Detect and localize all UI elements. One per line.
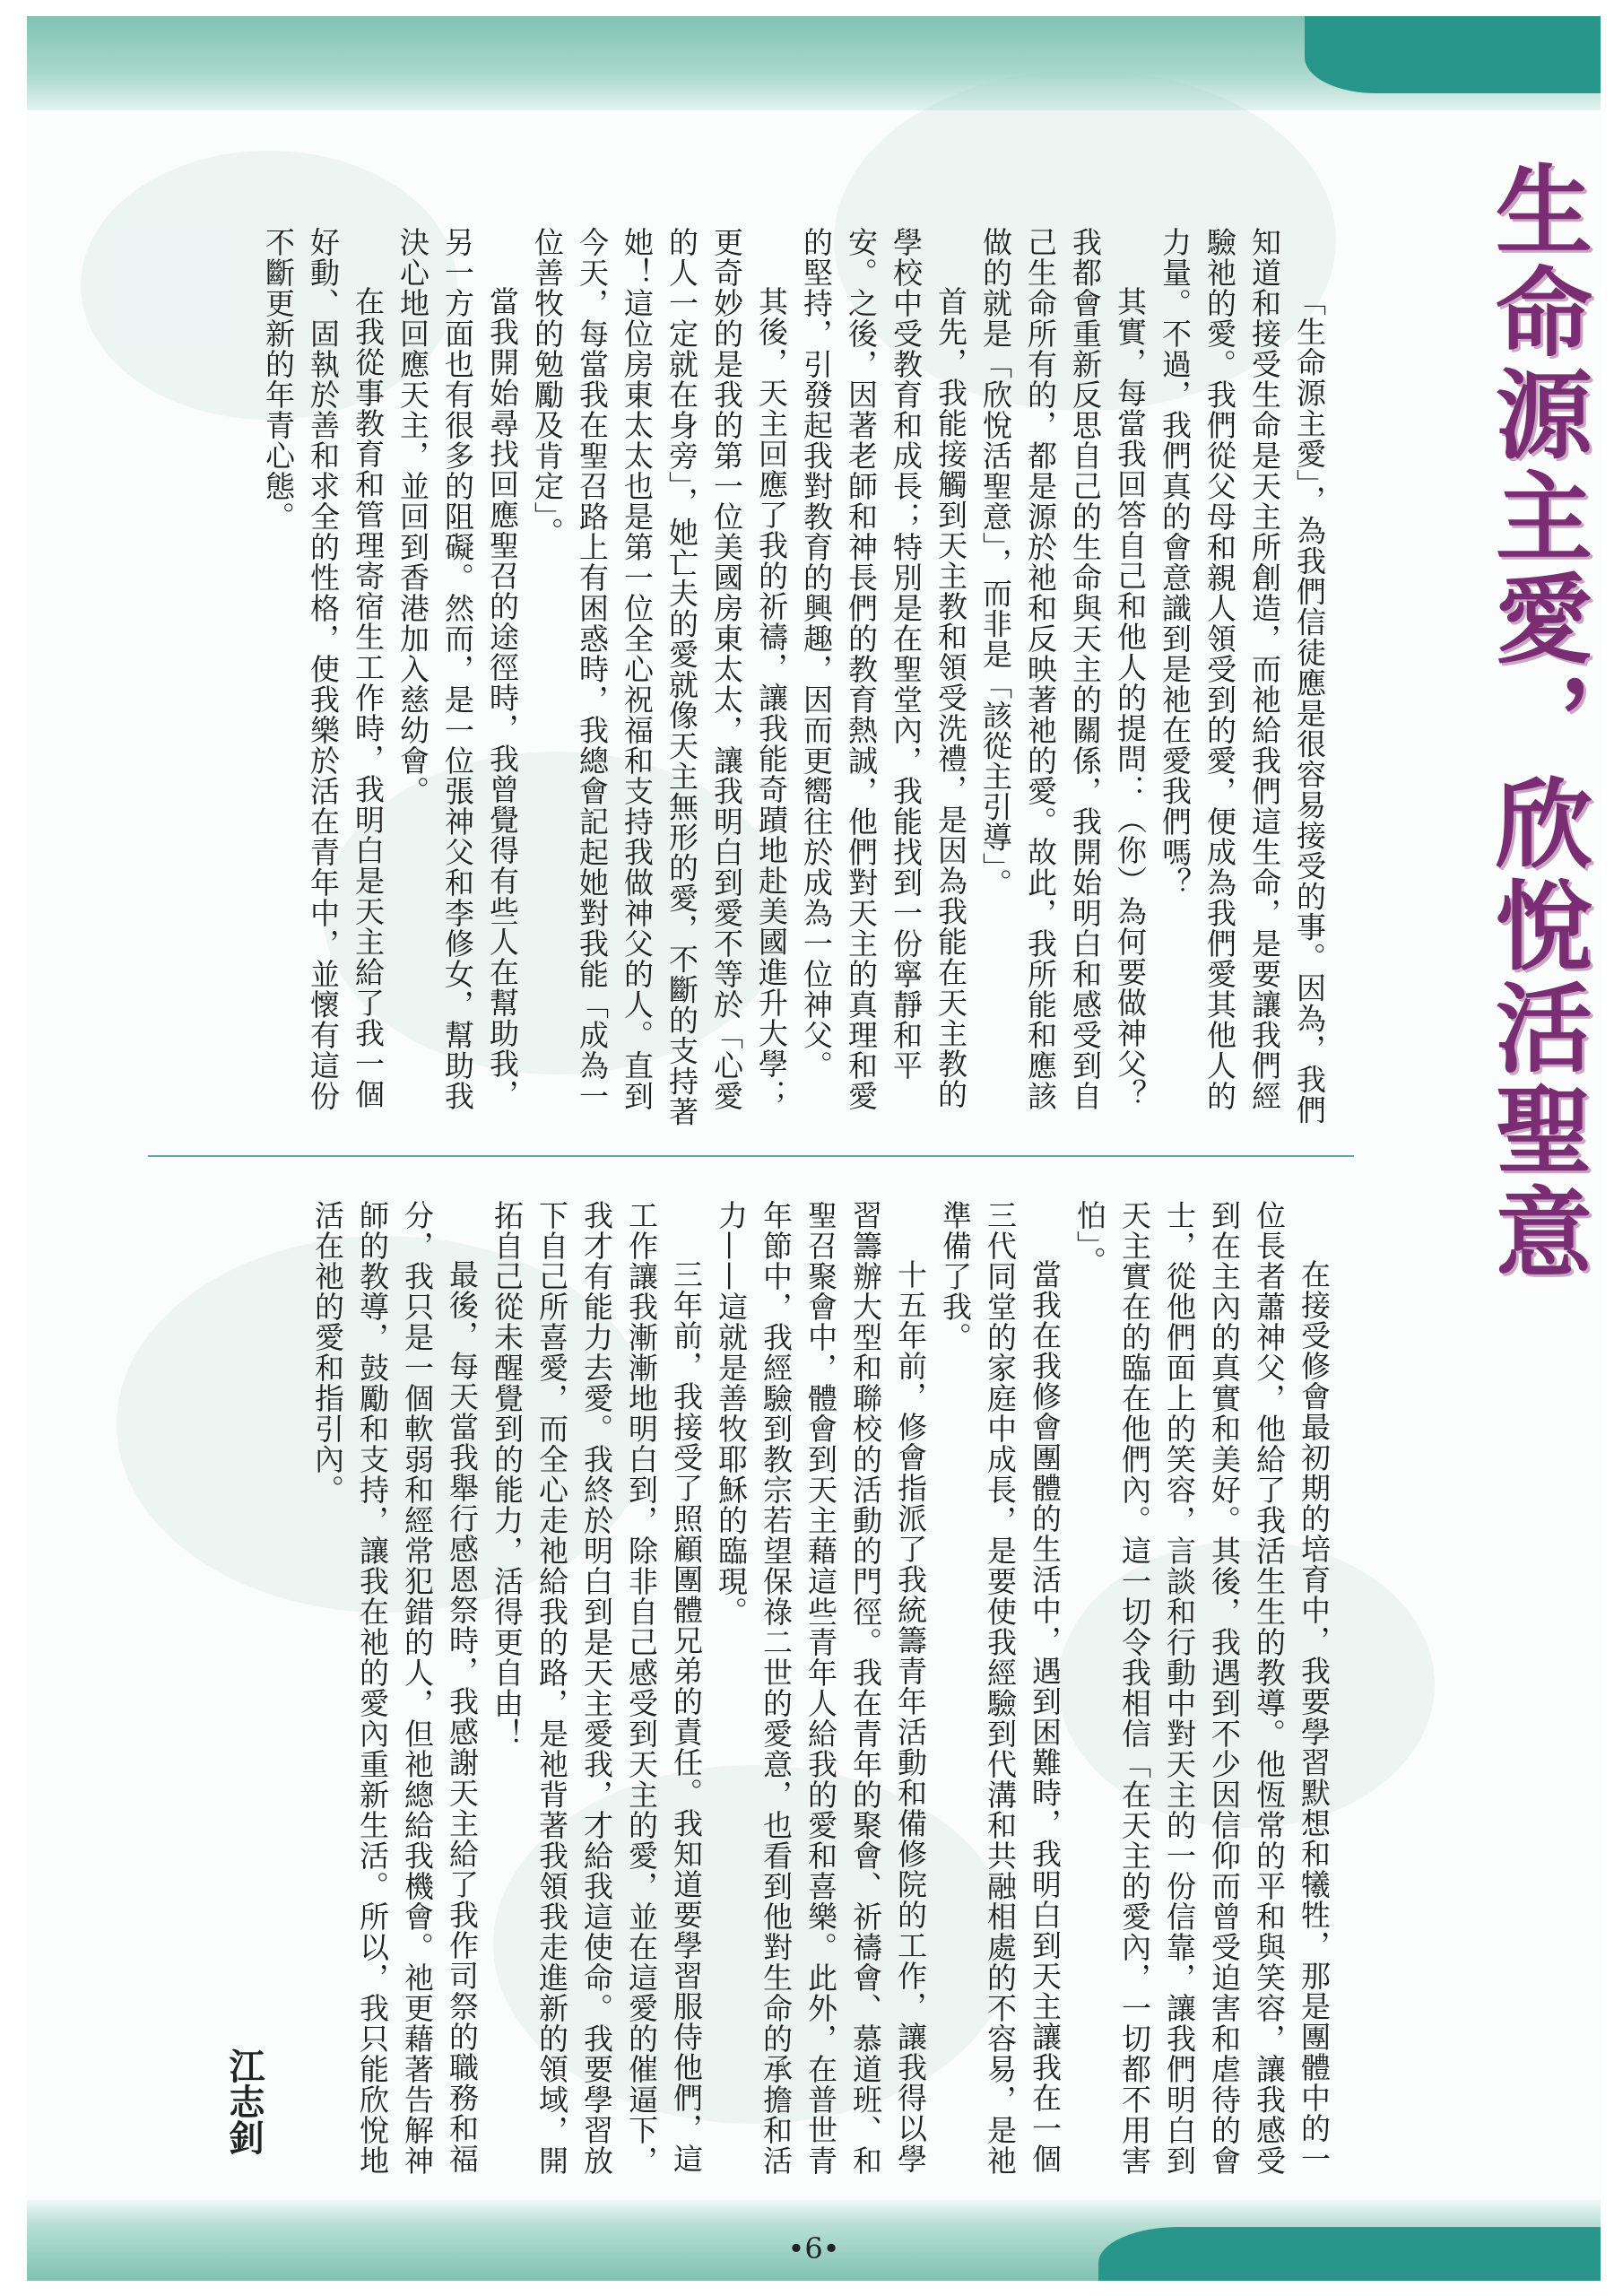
paragraph: 三年前，我接受了照顧團體兄弟的責任。我知道要學習服侍他們，這工作讓我漸漸地明白到，除非自己感受到天主的愛，並在這愛的催逼下，我才有能力去愛。我終於明白到是天主愛我，才給我這使命。我要學習放下自己所喜愛，而全心走祂給我的路，是祂背著我領我走進新的領域，開拓自己從未醒覺到的能力，活得更自由！ — [490, 1200, 704, 2176]
page-number: •6• — [787, 2231, 840, 2266]
paragraph: 當我開始尋找回應聖召的途徑時，我曾覺得有些人在幫助我，另一方面也有很多的阻礙。然而，是一位張神父和李修女，幫助我決心地回應天主，並回到香港加入慈幼會。 — [395, 227, 520, 1111]
article-title: 生命源主愛，欣悅活聖意 — [1479, 160, 1592, 1284]
paragraph: 在我從事教育和管理寄宿生工作時，我明白是天主給了我一個好動、固執於善和求全的性格，使我樂於活在青年中，並懷有這份不斷更新的年青心態。 — [261, 227, 386, 1111]
top-corner-accent — [1305, 16, 1601, 93]
section-divider — [148, 1155, 1354, 1157]
author-signature: 江志釗 — [223, 2048, 265, 2155]
paragraph: 首先，我能接觸到天主教和領受洗禮，是因為我能在天主教的學校中受教育和成長；特別是在聖堂內，我能找到一份寧靜和平安。之後，因著老師和神長們的教育熱誠，他們對天主的真理和愛的堅持，引發起我對教育的興趣，因而更嚮往於成為一位神父。 — [799, 227, 968, 1111]
paragraph: 其後，天主回應了我的祈禱，讓我能奇蹟地赴美國進升大學；更奇妙的是我的第一位美國房東太太，讓我明白到愛不等於「心愛的人一定就在身旁」，她亡夫的愛就像天主無形的愛，不斷的支持著她！這位房東太太也是第一位全心祝福和支持我做神父的人。直到今天，每當我在聖召路上有困惑時，我總會記起她對我能「成為一位善牧的勉勵及肯定」。 — [530, 227, 789, 1127]
paragraph: 在接受修會最初期的培育中，我要學習默想和犧牲，那是團體中的一位長者蕭神父，他給了我活生生的教導。他恆常的平和與笑容，讓我感受到在主內的真實和美好。其後，我遇到不少因信仰而曾受迫害和虐待的會士，從他們面上的笑容，言談和行動中對天主的一份信靠，讓我們明白到天主實在的臨在他們內。這一切令我相信「在天主的愛內，一切都不用害怕」。 — [1072, 1200, 1332, 2176]
paragraph: 十五年前，修會指派了我統籌青年活動和備修院的工作，讓我得以學習籌辦大型和聯校的活動的門徑。我在青年的聚會、祈禱會、慕道班、和聖召聚會中，體會到天主藉這些青年人給我的愛和喜樂。此外，在普世青年節中，我經驗到教宗若望保祿二世的愛意，也看到他對生命的承擔和活力——這就是善牧耶穌的臨現。 — [714, 1200, 928, 2176]
article-section-lower — [179, 1200, 1336, 2187]
paragraph: 最後，每天當我舉行感恩祭時，我感謝天主給了我作司祭的職務和福分，我只是一個軟弱和經常犯錯的人，但祂總給我機會。祂更藉著告解神師的教導，鼓勵和支持，讓我在祂的愛內重新生活。所以，我只能欣悅地活在祂的愛和指引內。 — [310, 1200, 480, 2176]
paragraph: 當我在我修會團體的生活中，遇到困難時，我明白到天主讓我在一個三代同堂的家庭中成長，是要使我經驗到代溝和共融相處的不容易，是祂準備了我。 — [938, 1200, 1063, 2176]
magazine-page — [27, 16, 1601, 2281]
paragraph: 其實，每當我回答自己和他人的提問：（你）為何要做神父？我都會重新反思自己的生命與天主的關係，我開始明白和感受到自己生命所有的，都是源於祂和反映著祂的愛。故此，我所能和應該做的就是「欣悅活聖意」，而非是「該從主引導」。 — [978, 227, 1148, 1111]
article-section-upper — [175, 227, 1332, 1133]
paragraph: 「生命源主愛」，為我們信徒應是很容易接受的事。因為，我們知道和接受生命是天主所創造，而祂給我們這生命，是要讓我們經驗祂的愛。我們從父母和親人領受到的愛，便成為我們愛其他人的力量。不過，我們真的會意識到是祂在愛我們嗎？ — [1158, 227, 1327, 1126]
